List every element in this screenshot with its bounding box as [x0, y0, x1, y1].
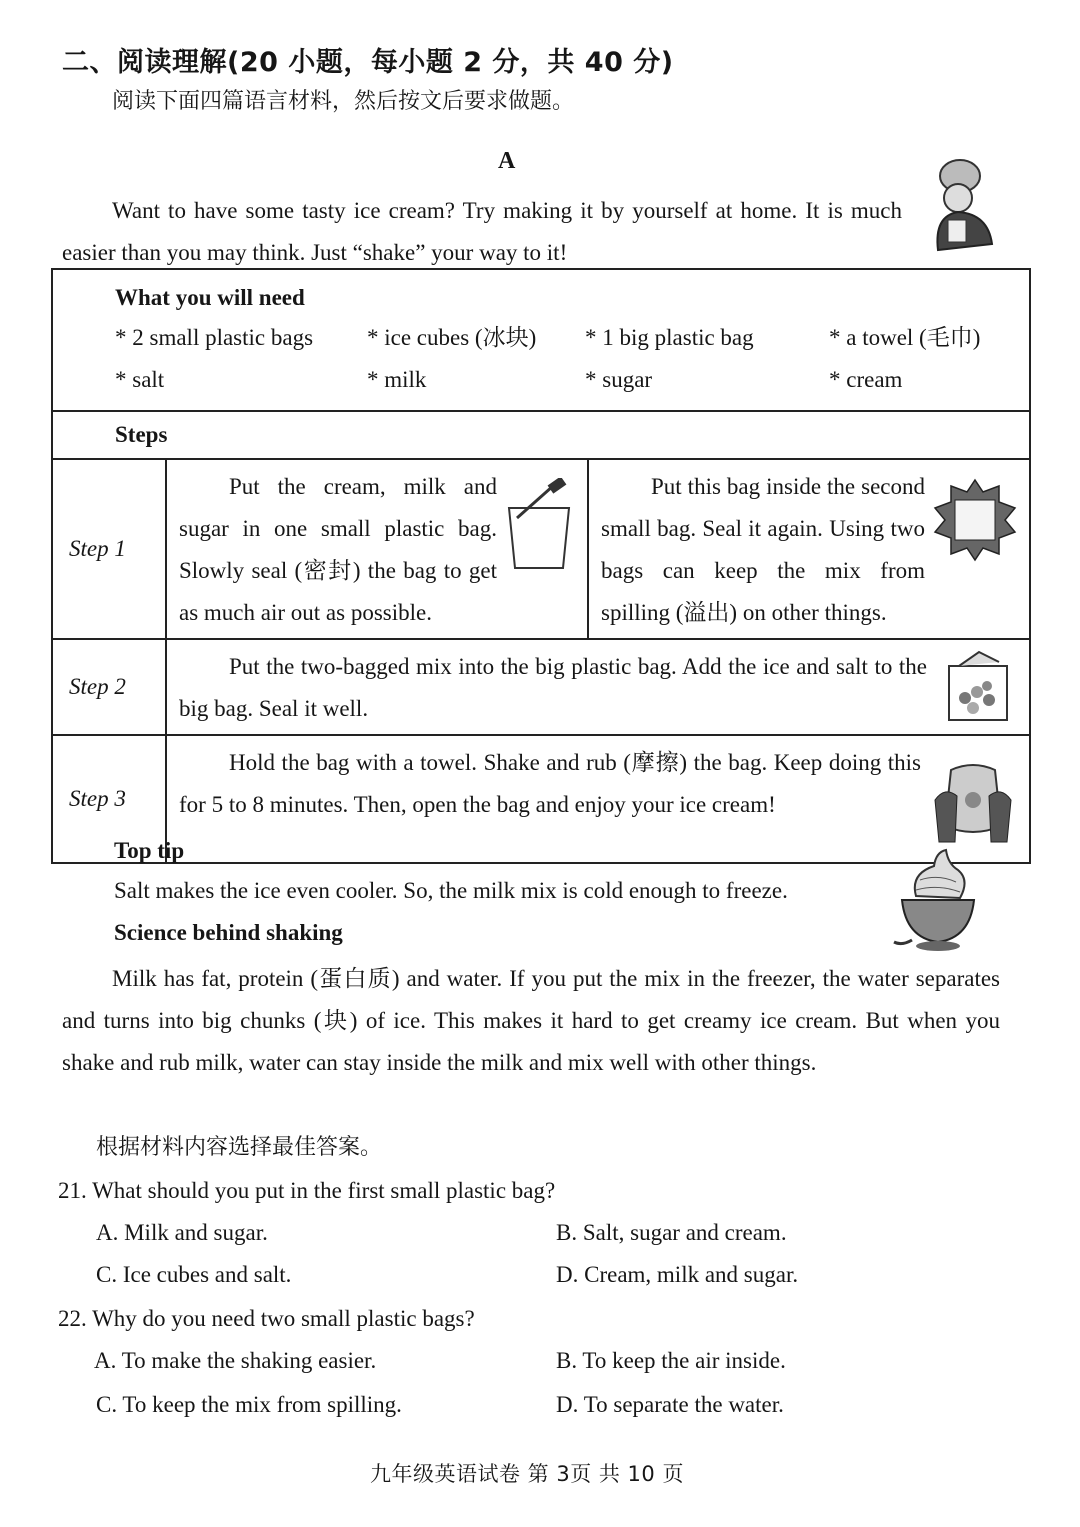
step2-cell	[166, 639, 1030, 735]
step2-text: Put the two-bagged mix into the big plastic bag. Add the ice and salt to the big bag. Seal it well.	[179, 654, 927, 721]
science-heading: Science behind shaking	[114, 920, 343, 945]
recipe-table	[51, 268, 1031, 864]
ice-bag-icon	[943, 648, 1013, 724]
shaking-bag-icon	[931, 756, 1015, 846]
step1-text-b: Put this bag inside the second small bag. Seal it again. Using two bags can keep the mix from spilling (溢出) on other things.	[601, 466, 1017, 634]
section-instructions: 阅读下面四篇语言材料，然后按文后要求做题。	[112, 89, 575, 114]
need-item: * a towel (毛巾)	[829, 325, 981, 350]
step1-cell-a	[166, 459, 588, 639]
need-heading: What you will need	[115, 285, 305, 310]
answer-option[interactable]: A. Milk and sugar.	[96, 1220, 268, 1245]
top-tip-heading: Top tip	[114, 838, 185, 863]
ice-cream-illustration	[890, 846, 980, 954]
step1-text-a: Put the cream, milk and sugar in one small plastic bag. Slowly seal (密封) the bag to get as much air out as possible.	[179, 466, 575, 634]
answer-option[interactable]: D. To separate the water.	[556, 1392, 784, 1417]
passage-letter: A	[498, 148, 516, 174]
need-item: * ice cubes (冰块)	[367, 325, 537, 350]
answer-option[interactable]: C. To keep the mix from spilling.	[96, 1392, 402, 1417]
need-item: * 2 small plastic bags	[115, 325, 314, 350]
intro-paragraph: Want to have some tasty ice cream? Try making it by yourself at home. It is much easier than you may think. Just “shake” your way to it!	[62, 198, 902, 265]
question-stem: 21. What should you put in the first small plastic bag?	[58, 1178, 556, 1203]
what-you-need-cell	[52, 269, 1030, 411]
answer-option[interactable]: C. Ice cubes and salt.	[96, 1262, 292, 1287]
answer-option[interactable]: B. Salt, sugar and cream.	[556, 1220, 787, 1245]
answer-option[interactable]: B. To keep the air inside.	[556, 1348, 786, 1373]
need-item: * 1 big plastic bag	[585, 325, 754, 350]
chef-illustration	[924, 154, 996, 254]
double-bag-icon	[933, 478, 1017, 562]
need-list	[53, 320, 1029, 398]
top-tip-text: Salt makes the ice even cooler. So, the milk mix is cold enough to freeze.	[114, 878, 788, 903]
need-item: * salt	[115, 367, 165, 392]
page-footer: 九年级英语试卷 第 3页 共 10 页	[370, 1462, 684, 1486]
step-label: Step 2	[52, 639, 166, 735]
step1-cell-b	[588, 459, 1030, 639]
answer-option[interactable]: D. Cream, milk and sugar.	[556, 1262, 799, 1287]
question-stem: 22. Why do you need two small plastic bags?	[58, 1306, 475, 1331]
bag-sealing-icon	[503, 478, 575, 574]
answer-option[interactable]: A. To make the shaking easier.	[94, 1348, 377, 1373]
need-item: * sugar	[585, 367, 653, 392]
steps-heading: Steps	[115, 422, 168, 447]
steps-heading-cell	[52, 411, 1030, 459]
need-item: * cream	[829, 367, 903, 392]
science-paragraph: Milk has fat, protein (蛋白质) and water. If you put the mix in the freezer, the water separates and turns into big chunks (块) of ice. This makes it hard to get creamy ice cream. But when you shake and rub milk, water can stay inside the milk and mix well with other things.	[62, 966, 1000, 1075]
section-title: 二、阅读理解(20 小题，每小题 2 分，共 40 分)	[62, 47, 674, 78]
step-label: Step 3	[52, 735, 166, 863]
need-item: * milk	[367, 367, 427, 392]
step3-cell	[166, 735, 1030, 863]
step3-text: Hold the bag with a towel. Shake and rub (摩擦) the bag. Keep doing this for 5 to 8 minutes. Then, open the bag and enjoy your ice cream!	[179, 750, 921, 817]
step-label: Step 1	[52, 459, 166, 639]
choose-instruction: 根据材料内容选择最佳答案。	[96, 1135, 383, 1160]
